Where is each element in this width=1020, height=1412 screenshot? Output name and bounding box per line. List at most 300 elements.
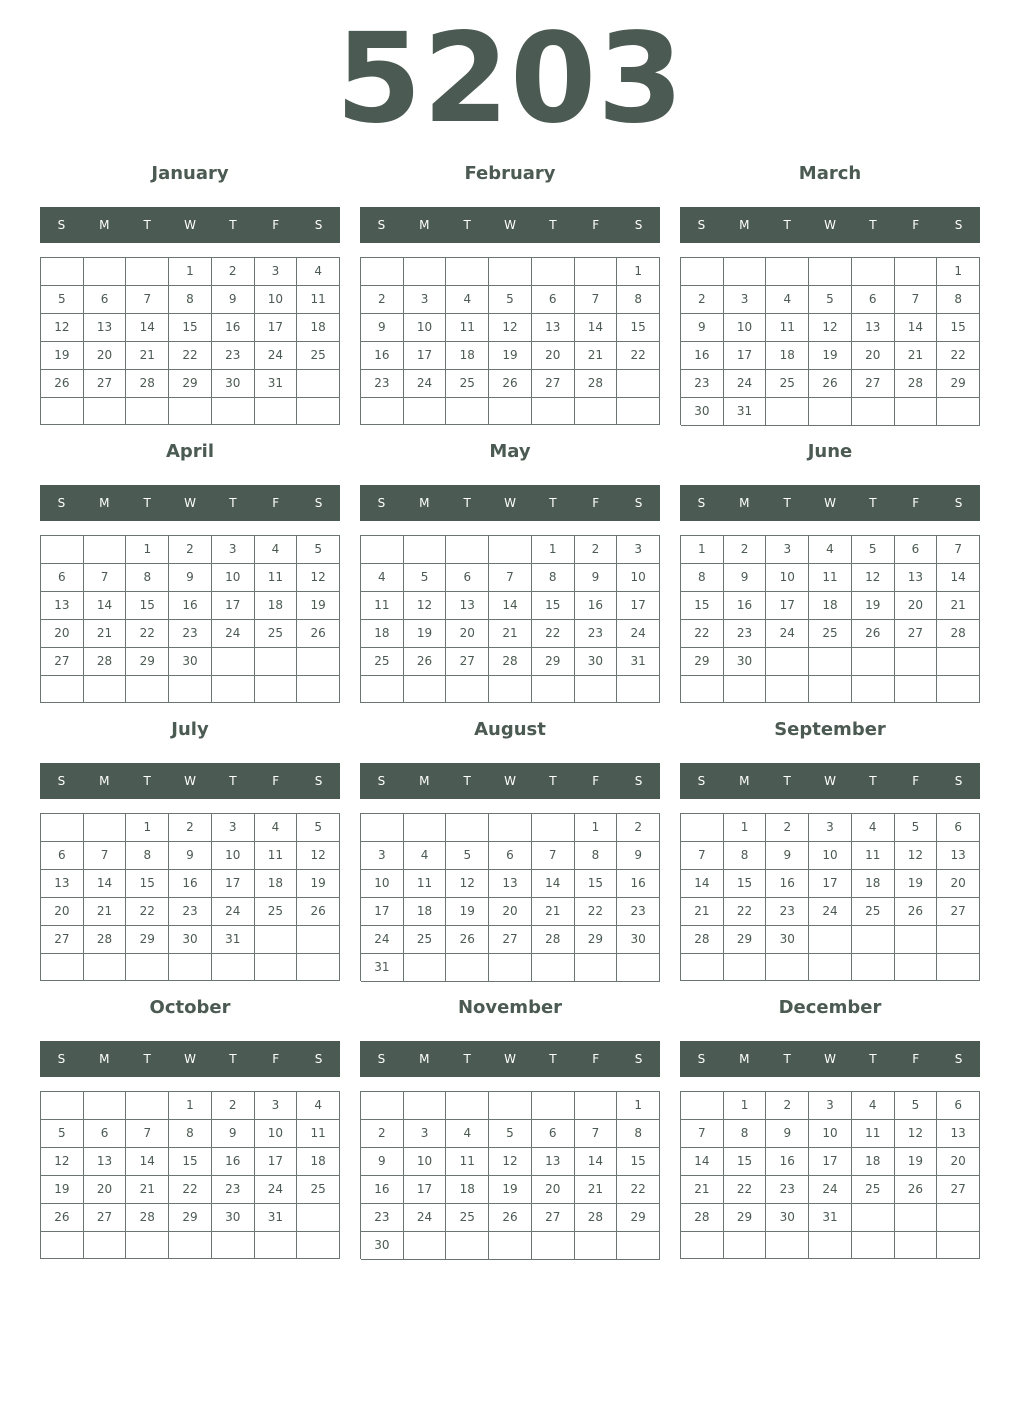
day-cell xyxy=(84,398,127,425)
day-cell: 26 xyxy=(297,898,340,926)
day-cell: 4 xyxy=(446,286,489,314)
weekday-label: M xyxy=(419,496,430,510)
day-cell: 22 xyxy=(724,1176,767,1204)
day-cell: 17 xyxy=(212,592,255,620)
day-cell: 3 xyxy=(617,536,660,564)
day-cell: 17 xyxy=(255,1148,298,1176)
day-cell: 18 xyxy=(766,342,809,370)
day-cell: 27 xyxy=(489,926,532,954)
month-name: January xyxy=(151,163,229,184)
day-cell: 10 xyxy=(809,1120,852,1148)
day-cell: 30 xyxy=(169,926,212,954)
day-cell xyxy=(41,536,84,564)
weekday-label: F xyxy=(912,774,920,788)
day-cell: 25 xyxy=(404,926,447,954)
weekday-label: S xyxy=(57,1052,66,1066)
day-cell: 8 xyxy=(724,842,767,870)
day-cell: 7 xyxy=(681,842,724,870)
day-cell xyxy=(84,676,127,703)
day-cell xyxy=(84,814,127,842)
day-cell xyxy=(895,648,938,676)
day-cell: 24 xyxy=(766,620,809,648)
weekday-label: T xyxy=(869,218,877,232)
day-cell: 23 xyxy=(361,370,404,398)
month-name: October xyxy=(149,997,231,1018)
day-cell xyxy=(404,258,447,286)
day-cell xyxy=(852,954,895,981)
day-cell: 18 xyxy=(446,1176,489,1204)
day-cell: 16 xyxy=(169,592,212,620)
weekday-label: T xyxy=(783,496,791,510)
day-cell: 1 xyxy=(937,258,980,286)
day-cell xyxy=(809,926,852,954)
day-cell xyxy=(766,258,809,286)
day-cell: 20 xyxy=(532,342,575,370)
day-cell: 6 xyxy=(41,564,84,592)
day-cell xyxy=(617,370,660,398)
day-cell: 25 xyxy=(255,898,298,926)
day-cell: 13 xyxy=(895,564,938,592)
day-cell: 27 xyxy=(84,1204,127,1232)
day-cell: 30 xyxy=(212,370,255,398)
day-cell xyxy=(575,1232,618,1260)
day-cell: 26 xyxy=(489,1204,532,1232)
weekday-label: T xyxy=(229,218,237,232)
day-cell: 2 xyxy=(361,1120,404,1148)
day-cell: 12 xyxy=(489,314,532,342)
day-cell: 11 xyxy=(852,842,895,870)
day-cell xyxy=(212,1232,255,1259)
day-cell: 15 xyxy=(617,1148,660,1176)
day-cell xyxy=(575,954,618,982)
day-cell: 23 xyxy=(212,1176,255,1204)
day-cell: 8 xyxy=(532,564,575,592)
weekday-label: W xyxy=(824,218,836,232)
day-cell xyxy=(297,676,340,703)
day-cell: 10 xyxy=(212,564,255,592)
day-cell xyxy=(575,1092,618,1120)
day-grid xyxy=(360,535,660,703)
day-cell: 17 xyxy=(212,870,255,898)
day-cell: 3 xyxy=(404,286,447,314)
day-cell: 20 xyxy=(852,342,895,370)
day-cell: 4 xyxy=(404,842,447,870)
day-cell: 25 xyxy=(297,1176,340,1204)
day-cell: 5 xyxy=(404,564,447,592)
weekday-label: F xyxy=(272,496,280,510)
day-cell xyxy=(446,676,489,703)
day-cell: 28 xyxy=(489,648,532,676)
day-cell: 9 xyxy=(212,1120,255,1148)
day-cell xyxy=(724,954,767,981)
day-cell: 3 xyxy=(255,258,298,286)
day-cell xyxy=(809,398,852,426)
day-cell xyxy=(937,648,980,676)
day-cell: 25 xyxy=(297,342,340,370)
weekday-header xyxy=(360,1041,660,1077)
day-cell: 19 xyxy=(489,342,532,370)
day-cell xyxy=(937,954,980,981)
day-cell: 28 xyxy=(681,926,724,954)
weekday-label: F xyxy=(592,1052,600,1066)
weekday-label: S xyxy=(634,218,643,232)
weekday-label: T xyxy=(549,218,557,232)
day-cell: 6 xyxy=(937,1092,980,1120)
day-cell: 13 xyxy=(446,592,489,620)
day-cell: 16 xyxy=(766,870,809,898)
day-cell: 19 xyxy=(809,342,852,370)
day-cell: 23 xyxy=(766,898,809,926)
day-cell xyxy=(895,926,938,954)
day-cell: 2 xyxy=(724,536,767,564)
weekday-label: T xyxy=(783,218,791,232)
day-cell: 29 xyxy=(937,370,980,398)
day-cell: 22 xyxy=(126,898,169,926)
day-cell: 21 xyxy=(681,1176,724,1204)
day-cell: 12 xyxy=(41,1148,84,1176)
day-cell xyxy=(297,1232,340,1259)
day-cell: 25 xyxy=(766,370,809,398)
day-cell: 16 xyxy=(724,592,767,620)
day-cell: 17 xyxy=(809,870,852,898)
day-cell: 22 xyxy=(617,342,660,370)
day-cell: 17 xyxy=(724,342,767,370)
weekday-label: S xyxy=(697,774,706,788)
day-cell: 30 xyxy=(766,926,809,954)
day-cell: 5 xyxy=(41,286,84,314)
day-cell xyxy=(937,398,980,426)
day-cell: 6 xyxy=(489,842,532,870)
day-cell: 17 xyxy=(361,898,404,926)
day-grid xyxy=(40,535,340,703)
day-cell: 14 xyxy=(84,592,127,620)
weekday-header xyxy=(360,763,660,799)
day-grid xyxy=(40,1091,340,1259)
day-cell: 23 xyxy=(724,620,767,648)
day-cell: 29 xyxy=(532,648,575,676)
day-cell: 9 xyxy=(724,564,767,592)
weekday-header xyxy=(680,763,980,799)
day-cell xyxy=(212,648,255,676)
day-cell: 6 xyxy=(895,536,938,564)
month-name: May xyxy=(489,441,531,462)
weekday-label: M xyxy=(99,1052,110,1066)
day-cell: 16 xyxy=(212,314,255,342)
day-cell xyxy=(681,676,724,703)
month-name: June xyxy=(807,441,853,462)
day-cell: 1 xyxy=(724,1092,767,1120)
month-name: September xyxy=(774,719,886,740)
weekday-label: W xyxy=(504,1052,516,1066)
day-cell: 31 xyxy=(361,954,404,982)
day-cell: 29 xyxy=(169,1204,212,1232)
day-cell: 25 xyxy=(852,898,895,926)
day-cell xyxy=(937,676,980,703)
day-cell: 26 xyxy=(809,370,852,398)
day-cell xyxy=(41,954,84,981)
day-cell: 22 xyxy=(169,1176,212,1204)
day-cell xyxy=(681,954,724,981)
day-cell xyxy=(852,1232,895,1259)
day-cell xyxy=(361,536,404,564)
day-cell: 27 xyxy=(852,370,895,398)
day-cell: 5 xyxy=(895,1092,938,1120)
day-cell: 30 xyxy=(212,1204,255,1232)
weekday-label: F xyxy=(272,218,280,232)
day-cell: 27 xyxy=(84,370,127,398)
day-cell xyxy=(446,398,489,425)
day-cell: 7 xyxy=(895,286,938,314)
weekday-label: T xyxy=(143,1052,151,1066)
day-cell xyxy=(766,954,809,981)
weekday-label: T xyxy=(549,774,557,788)
day-cell: 5 xyxy=(297,814,340,842)
day-cell: 10 xyxy=(255,1120,298,1148)
day-cell: 30 xyxy=(575,648,618,676)
day-cell: 11 xyxy=(766,314,809,342)
day-cell: 9 xyxy=(766,1120,809,1148)
day-cell xyxy=(84,954,127,981)
day-cell xyxy=(852,926,895,954)
day-cell: 2 xyxy=(212,1092,255,1120)
weekday-label: F xyxy=(592,774,600,788)
weekday-label: M xyxy=(419,1052,430,1066)
day-cell xyxy=(169,676,212,703)
day-cell: 20 xyxy=(489,898,532,926)
day-cell: 15 xyxy=(169,1148,212,1176)
day-cell: 5 xyxy=(41,1120,84,1148)
weekday-label: S xyxy=(634,1052,643,1066)
day-cell: 18 xyxy=(297,314,340,342)
weekday-label: S xyxy=(634,774,643,788)
weekday-label: S xyxy=(377,218,386,232)
day-cell: 4 xyxy=(852,1092,895,1120)
day-cell: 26 xyxy=(297,620,340,648)
day-cell: 27 xyxy=(41,648,84,676)
day-cell xyxy=(489,676,532,703)
day-cell: 3 xyxy=(766,536,809,564)
weekday-label: F xyxy=(272,774,280,788)
day-cell: 24 xyxy=(617,620,660,648)
day-cell xyxy=(297,648,340,676)
day-cell xyxy=(852,398,895,426)
day-cell: 18 xyxy=(446,342,489,370)
day-cell: 21 xyxy=(84,620,127,648)
weekday-label: F xyxy=(592,218,600,232)
day-cell: 26 xyxy=(895,1176,938,1204)
day-cell: 21 xyxy=(532,898,575,926)
weekday-label: S xyxy=(954,1052,963,1066)
day-cell xyxy=(766,398,809,426)
day-cell: 1 xyxy=(575,814,618,842)
day-cell: 9 xyxy=(169,842,212,870)
day-cell xyxy=(255,398,298,425)
day-cell: 5 xyxy=(489,286,532,314)
day-cell: 10 xyxy=(617,564,660,592)
weekday-header xyxy=(680,207,980,243)
day-cell xyxy=(895,1232,938,1259)
day-cell: 18 xyxy=(809,592,852,620)
day-cell: 27 xyxy=(446,648,489,676)
day-cell: 18 xyxy=(255,870,298,898)
day-cell: 4 xyxy=(446,1120,489,1148)
day-cell: 16 xyxy=(361,342,404,370)
day-cell: 19 xyxy=(41,342,84,370)
weekday-label: T xyxy=(783,1052,791,1066)
day-cell: 8 xyxy=(126,842,169,870)
day-cell: 15 xyxy=(169,314,212,342)
day-cell: 14 xyxy=(895,314,938,342)
day-cell: 19 xyxy=(446,898,489,926)
day-cell xyxy=(404,1092,447,1120)
day-cell: 24 xyxy=(212,620,255,648)
day-cell: 29 xyxy=(575,926,618,954)
day-cell: 24 xyxy=(809,1176,852,1204)
day-cell: 15 xyxy=(724,1148,767,1176)
day-cell: 14 xyxy=(126,1148,169,1176)
day-cell xyxy=(297,1204,340,1232)
day-cell: 2 xyxy=(169,536,212,564)
day-cell xyxy=(126,1232,169,1259)
day-cell xyxy=(361,398,404,425)
day-cell: 22 xyxy=(617,1176,660,1204)
day-cell: 8 xyxy=(681,564,724,592)
day-cell: 20 xyxy=(446,620,489,648)
day-cell: 27 xyxy=(41,926,84,954)
day-cell xyxy=(126,398,169,425)
weekday-header xyxy=(40,763,340,799)
day-cell: 9 xyxy=(169,564,212,592)
day-cell: 13 xyxy=(84,314,127,342)
day-cell: 26 xyxy=(489,370,532,398)
day-cell xyxy=(404,954,447,982)
day-cell: 7 xyxy=(126,286,169,314)
day-cell xyxy=(575,676,618,703)
day-cell: 30 xyxy=(169,648,212,676)
day-cell: 21 xyxy=(126,342,169,370)
day-cell: 26 xyxy=(446,926,489,954)
day-cell: 4 xyxy=(255,536,298,564)
day-cell: 23 xyxy=(766,1176,809,1204)
day-cell: 22 xyxy=(681,620,724,648)
day-cell: 23 xyxy=(361,1204,404,1232)
day-cell: 29 xyxy=(681,648,724,676)
day-cell: 12 xyxy=(895,1120,938,1148)
day-cell: 31 xyxy=(809,1204,852,1232)
day-cell xyxy=(532,1232,575,1260)
day-cell: 7 xyxy=(489,564,532,592)
day-cell: 23 xyxy=(681,370,724,398)
weekday-label: T xyxy=(143,218,151,232)
weekday-label: T xyxy=(869,1052,877,1066)
day-cell xyxy=(937,1204,980,1232)
day-cell: 13 xyxy=(852,314,895,342)
day-cell xyxy=(255,676,298,703)
day-cell: 31 xyxy=(255,1204,298,1232)
day-cell: 30 xyxy=(617,926,660,954)
day-cell: 10 xyxy=(404,1148,447,1176)
day-cell: 19 xyxy=(852,592,895,620)
day-cell: 21 xyxy=(575,342,618,370)
weekday-label: S xyxy=(954,218,963,232)
day-cell: 27 xyxy=(937,898,980,926)
day-cell: 13 xyxy=(532,314,575,342)
day-cell xyxy=(895,398,938,426)
weekday-label: M xyxy=(739,1052,750,1066)
weekday-label: W xyxy=(824,774,836,788)
day-cell: 23 xyxy=(169,620,212,648)
day-cell: 28 xyxy=(681,1204,724,1232)
day-cell: 28 xyxy=(895,370,938,398)
day-cell xyxy=(41,814,84,842)
day-cell: 24 xyxy=(361,926,404,954)
day-grid xyxy=(680,813,980,981)
day-cell: 18 xyxy=(297,1148,340,1176)
weekday-label: T xyxy=(869,496,877,510)
weekday-label: S xyxy=(634,496,643,510)
day-cell: 29 xyxy=(617,1204,660,1232)
day-cell: 5 xyxy=(895,814,938,842)
day-cell xyxy=(724,1232,767,1259)
day-cell xyxy=(126,676,169,703)
day-cell xyxy=(297,954,340,981)
weekday-label: T xyxy=(549,1052,557,1066)
day-cell: 1 xyxy=(169,1092,212,1120)
day-cell: 30 xyxy=(361,1232,404,1260)
weekday-label: F xyxy=(912,496,920,510)
day-cell: 10 xyxy=(724,314,767,342)
day-cell: 10 xyxy=(404,314,447,342)
day-cell: 8 xyxy=(617,1120,660,1148)
day-cell xyxy=(297,370,340,398)
day-grid xyxy=(680,1091,980,1259)
weekday-label: T xyxy=(229,774,237,788)
day-cell: 15 xyxy=(937,314,980,342)
day-cell: 15 xyxy=(681,592,724,620)
day-cell: 15 xyxy=(126,592,169,620)
day-cell: 17 xyxy=(255,314,298,342)
day-cell: 29 xyxy=(169,370,212,398)
day-cell xyxy=(489,814,532,842)
day-cell: 4 xyxy=(255,814,298,842)
day-grid xyxy=(680,535,980,703)
weekday-label: M xyxy=(99,496,110,510)
day-cell: 15 xyxy=(126,870,169,898)
day-cell: 2 xyxy=(617,814,660,842)
day-cell xyxy=(532,398,575,425)
day-cell xyxy=(255,648,298,676)
day-cell: 31 xyxy=(255,370,298,398)
day-cell: 7 xyxy=(84,842,127,870)
day-cell: 6 xyxy=(84,1120,127,1148)
day-cell: 22 xyxy=(575,898,618,926)
day-cell: 6 xyxy=(446,564,489,592)
day-cell: 14 xyxy=(681,870,724,898)
day-cell: 28 xyxy=(532,926,575,954)
day-cell: 25 xyxy=(361,648,404,676)
day-cell: 24 xyxy=(255,342,298,370)
day-cell xyxy=(489,1092,532,1120)
day-cell xyxy=(852,1204,895,1232)
day-cell: 11 xyxy=(404,870,447,898)
weekday-label: T xyxy=(143,774,151,788)
day-cell xyxy=(681,1092,724,1120)
day-cell: 20 xyxy=(41,898,84,926)
day-cell: 23 xyxy=(575,620,618,648)
day-cell: 12 xyxy=(446,870,489,898)
day-grid xyxy=(40,257,340,425)
day-cell: 18 xyxy=(361,620,404,648)
